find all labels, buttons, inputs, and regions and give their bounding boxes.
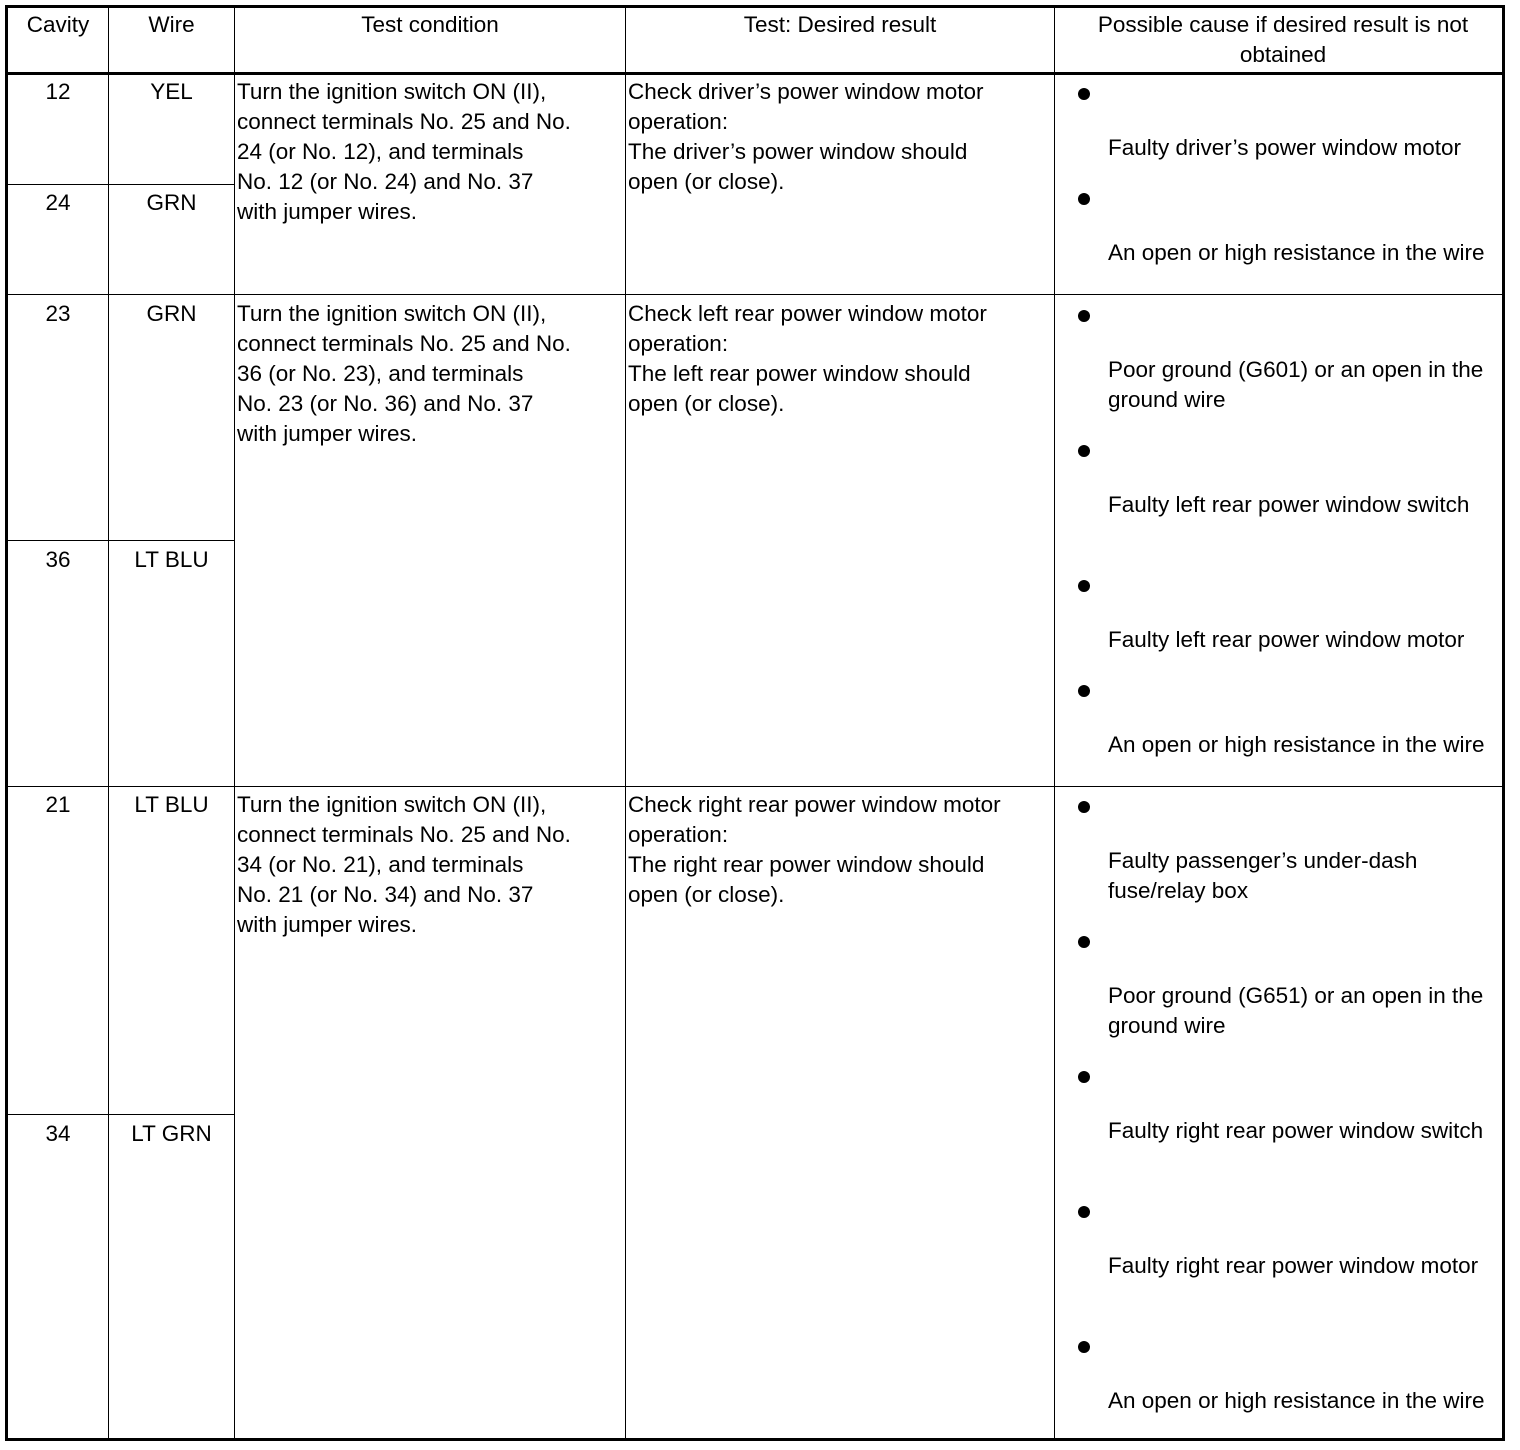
cause-item: An open or high resistance in the wire [1108, 240, 1485, 265]
bullet-icon [1078, 1071, 1090, 1083]
cause-item: Poor ground (G601) or an open in the ground wire [1108, 357, 1484, 412]
cause-item: Faulty left rear power window switch [1108, 492, 1470, 517]
bullet-icon [1078, 310, 1090, 322]
row-divider [8, 1114, 234, 1115]
cause-item: Faulty driver’s power window motor [1108, 135, 1462, 160]
cavity-cell: 36 [45, 547, 71, 572]
bullet-icon [1078, 685, 1090, 697]
wire-cell: YEL [150, 79, 193, 104]
desired-result-cell: Check left rear power window motor operation: The left rear power window should open (or close). [628, 301, 987, 416]
column-divider [1054, 8, 1055, 1438]
header-desired-result: Test: Desired result [743, 12, 937, 37]
cause-item: Faulty left rear power window motor [1108, 627, 1465, 652]
test-condition-cell: Turn the ignition switch ON (II), connect terminals No. 25 and No. 24 (or No. 12), and terminals No. 12 (or No. 24) and No. 37 with jumper wires. [237, 79, 571, 224]
cause-item: Faulty passenger’s under-dash fuse/relay box [1108, 848, 1418, 903]
row-divider [8, 184, 234, 185]
test-condition-cell: Turn the ignition switch ON (II), connect terminals No. 25 and No. 36 (or No. 23), and terminals No. 23 (or No. 36) and No. 37 with jumper wires. [237, 301, 571, 446]
test-condition-cell: Turn the ignition switch ON (II), connect terminals No. 25 and No. 34 (or No. 21), and terminals No. 21 (or No. 34) and No. 37 with jumper wires. [237, 792, 571, 937]
group-divider [8, 294, 1502, 295]
cavity-cell: 24 [45, 190, 71, 215]
group-divider [8, 786, 1502, 787]
bullet-icon [1078, 445, 1090, 457]
cause-item: An open or high resistance in the wire [1108, 732, 1485, 757]
wire-cell: GRN [146, 190, 197, 215]
cause-item: Faulty right rear power window switch [1108, 1118, 1484, 1143]
header-possible-cause: Possible cause if desired result is not obtained [1097, 12, 1469, 67]
row-divider [8, 540, 234, 541]
wire-cell: GRN [146, 301, 197, 326]
wire-cell: LT BLU [134, 547, 209, 572]
column-divider [625, 8, 626, 1438]
header-cavity: Cavity [26, 12, 90, 37]
cavity-cell: 23 [45, 301, 71, 326]
column-divider [108, 8, 109, 1438]
wire-cell: LT BLU [134, 792, 209, 817]
bullet-icon [1078, 193, 1090, 205]
header-wire: Wire [148, 12, 195, 37]
cavity-cell: 34 [45, 1121, 71, 1146]
cause-item: Faulty right rear power window motor [1108, 1253, 1479, 1278]
bullet-icon [1078, 801, 1090, 813]
desired-result-cell: Check right rear power window motor operation: The right rear power window should open (or close). [628, 792, 1001, 907]
cavity-cell: 21 [45, 792, 71, 817]
header-test-condition: Test condition [361, 12, 499, 37]
bullet-icon [1078, 1206, 1090, 1218]
bullet-icon [1078, 1341, 1090, 1353]
cavity-cell: 12 [45, 79, 71, 104]
bullet-icon [1078, 936, 1090, 948]
column-divider [234, 8, 235, 1438]
desired-result-cell: Check driver’s power window motor operation: The driver’s power window should open (or close). [628, 79, 984, 194]
wire-cell: LT GRN [131, 1121, 212, 1146]
bullet-icon [1078, 580, 1090, 592]
diagnostic-table [5, 5, 1505, 1441]
cause-item: Poor ground (G651) or an open in the ground wire [1108, 983, 1484, 1038]
bullet-icon [1078, 88, 1090, 100]
header-divider [8, 72, 1502, 75]
cause-item: An open or high resistance in the wire [1108, 1388, 1485, 1413]
